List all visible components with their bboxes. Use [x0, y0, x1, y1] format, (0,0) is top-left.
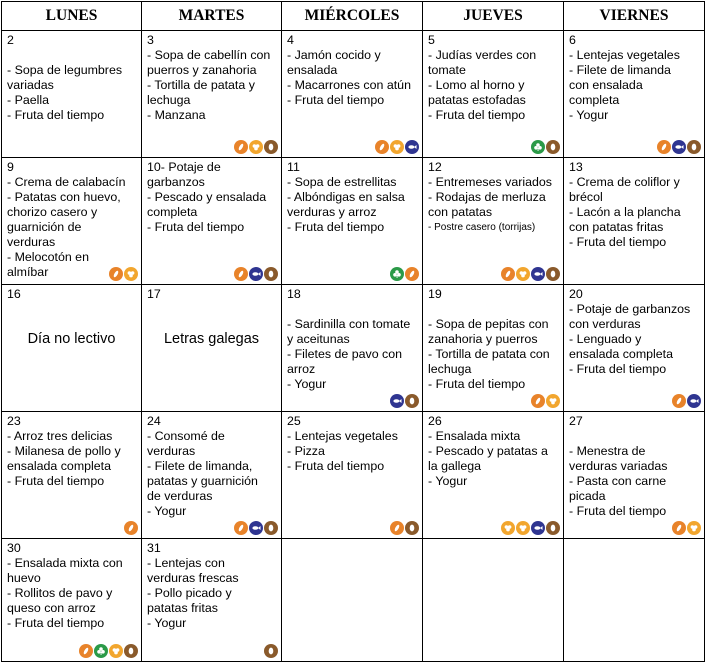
allergen-icons — [234, 140, 278, 154]
menu-line: ensalada — [287, 63, 338, 77]
menu-line — [287, 302, 419, 317]
day-cell-content — [423, 285, 563, 411]
day-number: 25 — [287, 414, 301, 428]
day-cell-content — [423, 31, 563, 157]
menu-line: - Pasta con carne — [569, 474, 667, 488]
day-cell-friday — [564, 158, 705, 285]
day-number: 30 — [7, 541, 21, 555]
day-cell-content — [282, 539, 422, 661]
egg-icon — [390, 140, 404, 154]
gluten-icon — [531, 394, 545, 408]
day-cell-content — [564, 158, 704, 284]
day-cell-monday — [2, 158, 142, 285]
allergen-icons — [109, 267, 138, 281]
day-cell-content — [423, 412, 563, 538]
menu-line: ensalada completa — [7, 459, 112, 473]
menu-line: patatas estofadas — [428, 93, 526, 107]
fish-icon — [249, 267, 263, 281]
menu-line: verduras — [7, 235, 56, 249]
menu-weeks — [2, 31, 705, 662]
egg-icon — [687, 521, 701, 535]
menu-line: patatas fritas — [147, 601, 218, 615]
menu-line — [7, 48, 138, 63]
egg-icon — [516, 521, 530, 535]
celery-icon — [390, 267, 404, 281]
day-cell-tuesday — [142, 31, 282, 158]
day-cell-thursday — [423, 539, 564, 662]
menu-line: queso con arroz — [7, 601, 96, 615]
day-number: 24 — [147, 414, 161, 428]
day-cell-content — [2, 412, 141, 538]
week-row — [2, 412, 705, 539]
menu-line: - Lentejas vegetales — [569, 48, 680, 62]
menu-line: - Lacón a la plancha — [569, 205, 681, 219]
day-number — [569, 541, 701, 556]
menu-line: guarnición de — [7, 220, 82, 234]
menu-line: - Yogur — [147, 616, 187, 630]
menu-line: - Crema de coliflor y — [569, 175, 680, 189]
day-cell-wednesday — [282, 539, 423, 662]
menu-line: - Yogur — [428, 474, 468, 488]
menu-line: - Fruta del tiempo — [7, 616, 105, 630]
day-cell-content — [142, 31, 281, 157]
menu-line: verduras y arroz — [287, 205, 377, 219]
day-number: 13 — [569, 160, 583, 174]
day-number — [428, 541, 560, 556]
menu-line: - Ensalada mixta — [428, 429, 521, 443]
holiday-label: Letras galegas — [163, 331, 260, 347]
weekday-header-thursday: JUEVES — [423, 2, 564, 31]
menu-line: - Postre casero (torrijas) — [428, 222, 536, 233]
day-cell-thursday — [423, 31, 564, 158]
menu-line: chorizo casero y — [7, 205, 98, 219]
milk-icon — [546, 140, 560, 154]
milk-icon — [264, 267, 278, 281]
day-cell-monday — [2, 31, 142, 158]
egg-icon — [124, 267, 138, 281]
menu-line: - Fruta del tiempo — [287, 459, 385, 473]
menu-line: - Lenguado y — [569, 332, 642, 346]
day-number: 10- Potaje de — [147, 160, 221, 174]
menu-line: - Sopa de pepitas con — [428, 317, 549, 331]
menu-line: - Judías verdes con — [428, 48, 537, 62]
menu-line: - Crema de calabacín — [7, 175, 126, 189]
menu-line: con patatas fritas — [569, 220, 664, 234]
fish-icon — [405, 140, 419, 154]
menu-line: - Sopa de estrellitas — [287, 175, 397, 189]
menu-line: - Manzana — [147, 108, 206, 122]
menu-line: - Pizza — [287, 444, 325, 458]
day-number: 9 — [7, 160, 14, 174]
day-cell-content — [564, 285, 704, 411]
gluten-icon — [109, 267, 123, 281]
allergen-icons — [234, 267, 278, 281]
menu-line: picada — [569, 489, 606, 503]
menu-line: - Consomé de — [147, 429, 225, 443]
week-row — [2, 285, 705, 412]
day-cell-content — [142, 285, 281, 411]
week-row — [2, 31, 705, 158]
day-cell-tuesday — [142, 285, 282, 412]
menu-line: - Pescado y ensalada — [147, 190, 267, 204]
menu-line: brécol — [569, 190, 603, 204]
menu-line: con patatas — [428, 205, 493, 219]
menu-line: - Arroz tres delicias — [7, 429, 113, 443]
day-cell-content — [564, 412, 704, 538]
menu-line: - Ensalada mixta con — [7, 556, 123, 570]
allergen-icons — [672, 521, 701, 535]
day-cell-monday — [2, 412, 142, 539]
menu-line: - Albóndigas en salsa — [287, 190, 405, 204]
day-cell-thursday — [423, 412, 564, 539]
menu-line: - Macarrones con atún — [287, 78, 411, 92]
weekday-header-tuesday: MARTES — [142, 2, 282, 31]
menu-line: zanahoria y puerros — [428, 332, 538, 346]
day-number: 4 — [287, 33, 294, 47]
menu-line: la gallega — [428, 459, 482, 473]
menu-line: - Rollitos de pavo y — [7, 586, 113, 600]
milk-icon — [124, 644, 138, 658]
day-cell-content — [2, 539, 141, 661]
menu-line: - Melocotón en — [7, 250, 89, 264]
milk-icon — [264, 140, 278, 154]
menu-line: verduras — [147, 444, 196, 458]
menu-line: - Yogur — [147, 504, 187, 518]
weekday-header-row — [2, 2, 705, 31]
day-number: 6 — [569, 33, 576, 47]
menu-line: arroz — [287, 362, 316, 376]
menu-line: - Filetes de pavo con — [287, 347, 403, 361]
allergen-icons — [390, 521, 419, 535]
menu-line: patatas y guarnición — [147, 474, 258, 488]
menu-line: ensalada completa — [569, 347, 674, 361]
menu-line: lechuga — [428, 362, 472, 376]
menu-line: - Sopa de legumbres — [7, 63, 123, 77]
egg-icon — [546, 394, 560, 408]
day-cell-content — [423, 539, 563, 661]
day-number: 19 — [428, 287, 442, 301]
fish-icon — [249, 521, 263, 535]
day-cell-tuesday — [142, 158, 282, 285]
celery-icon — [94, 644, 108, 658]
fish-icon — [672, 140, 686, 154]
day-number: 12 — [428, 160, 442, 174]
day-cell-thursday — [423, 158, 564, 285]
allergen-icons — [657, 140, 701, 154]
fish-icon — [531, 521, 545, 535]
allergen-icons — [79, 644, 138, 658]
day-cell-thursday — [423, 285, 564, 412]
day-cell-content — [142, 412, 281, 538]
day-number: 11 — [287, 160, 300, 174]
day-number: 20 — [569, 287, 583, 301]
menu-line: - Fruta del tiempo — [428, 377, 526, 391]
day-cell-tuesday — [142, 412, 282, 539]
gluten-icon — [672, 521, 686, 535]
day-cell-content — [282, 158, 422, 284]
allergen-icons — [672, 394, 701, 408]
menu-line: garbanzos — [147, 175, 205, 189]
gluten-icon — [405, 267, 419, 281]
weekday-header-friday: VIERNES — [564, 2, 705, 31]
day-cell-friday — [564, 412, 705, 539]
celery-icon — [531, 140, 545, 154]
milk-icon — [264, 644, 278, 658]
day-cell-friday — [564, 31, 705, 158]
weekday-header-wednesday: MIÉRCOLES — [282, 2, 423, 31]
menu-line — [569, 429, 701, 444]
gluten-icon — [124, 521, 138, 535]
menu-line — [428, 302, 560, 317]
menu-line: - Sopa de cabellín con — [147, 48, 271, 62]
menu-line: - Filete de limanda — [569, 63, 671, 77]
gluten-icon — [657, 140, 671, 154]
day-cell-monday — [2, 285, 142, 412]
menu-line: - Sardinilla con tomate — [287, 317, 411, 331]
gluten-icon — [234, 521, 248, 535]
day-cell-wednesday — [282, 31, 423, 158]
allergen-icons — [531, 140, 560, 154]
menu-line: - Tortilla de patata y — [147, 78, 255, 92]
day-number: 17 — [147, 287, 161, 301]
menu-line: lechuga — [147, 93, 191, 107]
milk-icon — [546, 267, 560, 281]
egg-icon — [249, 140, 263, 154]
day-number — [287, 541, 419, 556]
menu-line: - Fruta del tiempo — [147, 220, 245, 234]
day-number: 5 — [428, 33, 435, 47]
menu-line: tomate — [428, 63, 466, 77]
menu-line: - Fruta del tiempo — [569, 504, 667, 518]
allergen-icons — [501, 521, 560, 535]
gluten-icon — [501, 267, 515, 281]
menu-line: completa — [569, 93, 620, 107]
menu-line: completa — [147, 205, 198, 219]
day-cell-content — [282, 285, 422, 411]
menu-line: - Entremeses variados — [428, 175, 552, 189]
menu-line: - Paella — [7, 93, 50, 107]
weekday-header-monday: LUNES — [2, 2, 142, 31]
menu-line: con verduras — [569, 317, 641, 331]
day-cell-content — [564, 539, 704, 661]
milk-icon — [687, 140, 701, 154]
menu-line: - Yogur — [569, 108, 609, 122]
menu-line: variadas — [7, 78, 54, 92]
day-cell-wednesday — [282, 285, 423, 412]
day-cell-content — [142, 158, 281, 284]
gluten-icon — [234, 140, 248, 154]
day-cell-tuesday — [142, 539, 282, 662]
week-row — [2, 158, 705, 285]
fish-icon — [531, 267, 545, 281]
menu-line: - Lentejas vegetales — [287, 429, 398, 443]
menu-line: - Fruta del tiempo — [569, 235, 667, 249]
day-cell-monday — [2, 539, 142, 662]
menu-line: - Tortilla de patata con — [428, 347, 550, 361]
allergen-icons — [234, 521, 278, 535]
menu-line: puerros y zanahoria — [147, 63, 257, 77]
menu-calendar-table — [1, 1, 705, 662]
milk-icon — [546, 521, 560, 535]
day-cell-content — [2, 31, 141, 157]
day-number: 31 — [147, 541, 161, 555]
day-cell-content — [282, 412, 422, 538]
day-cell-content — [2, 285, 141, 411]
gluten-icon — [390, 521, 404, 535]
menu-line: con ensalada — [569, 78, 643, 92]
allergen-icons — [390, 267, 419, 281]
allergen-icons — [390, 394, 419, 408]
menu-line: - Fruta del tiempo — [7, 108, 105, 122]
menu-line: verduras variadas — [569, 459, 668, 473]
menu-line: almíbar — [7, 265, 49, 279]
gluten-icon — [79, 644, 93, 658]
menu-line: y aceitunas — [287, 332, 350, 346]
allergen-icons — [501, 267, 560, 281]
menu-line: - Jamón cocido y — [287, 48, 381, 62]
menu-line: - Pescado y patatas a — [428, 444, 548, 458]
day-number: 3 — [147, 33, 154, 47]
day-number: 2 — [7, 33, 14, 47]
menu-line: - Menestra de — [569, 444, 646, 458]
gluten-icon — [672, 394, 686, 408]
egg-icon — [501, 521, 515, 535]
fish-icon — [390, 394, 404, 408]
menu-line: - Fruta del tiempo — [287, 93, 385, 107]
allergen-icons — [124, 521, 138, 535]
holiday-label: Día no lectivo — [27, 331, 116, 347]
menu-line: - Patatas con huevo, — [7, 190, 121, 204]
day-number: 23 — [7, 414, 21, 428]
day-cell-content — [423, 158, 563, 284]
day-cell-content — [2, 158, 141, 284]
menu-line: - Milanesa de pollo y — [7, 444, 121, 458]
day-number: 18 — [287, 287, 301, 301]
menu-line: verduras frescas — [147, 571, 239, 585]
day-cell-content — [282, 31, 422, 157]
menu-line: - Filete de limanda, — [147, 459, 253, 473]
fish-icon — [687, 394, 701, 408]
egg-icon — [516, 267, 530, 281]
gluten-icon — [375, 140, 389, 154]
day-number: 27 — [569, 414, 583, 428]
day-number: 26 — [428, 414, 442, 428]
day-cell-friday — [564, 285, 705, 412]
allergen-icons — [375, 140, 419, 154]
day-cell-wednesday — [282, 412, 423, 539]
menu-line: - Fruta del tiempo — [287, 220, 385, 234]
menu-line: - Potaje de garbanzos — [569, 302, 691, 316]
menu-line: - Lentejas con — [147, 556, 225, 570]
menu-line: - Fruta del tiempo — [428, 108, 526, 122]
egg-icon — [109, 644, 123, 658]
menu-line: huevo — [7, 571, 41, 585]
gluten-icon — [234, 267, 248, 281]
menu-line: - Yogur — [287, 377, 327, 391]
day-number: 16 — [7, 287, 21, 301]
day-cell-content — [564, 31, 704, 157]
milk-icon — [405, 394, 419, 408]
milk-icon — [264, 521, 278, 535]
week-row — [2, 539, 705, 662]
menu-line: - Pollo picado y — [147, 586, 232, 600]
day-cell-wednesday — [282, 158, 423, 285]
menu-line: - Lomo al horno y — [428, 78, 525, 92]
menu-line: - Fruta del tiempo — [7, 474, 105, 488]
day-cell-content — [142, 539, 281, 661]
allergen-icons — [264, 644, 278, 658]
menu-line: de verduras — [147, 489, 213, 503]
milk-icon — [405, 521, 419, 535]
menu-line: - Rodajas de merluza — [428, 190, 546, 204]
menu-line: - Fruta del tiempo — [569, 362, 667, 376]
day-cell-friday — [564, 539, 705, 662]
allergen-icons — [531, 394, 560, 408]
